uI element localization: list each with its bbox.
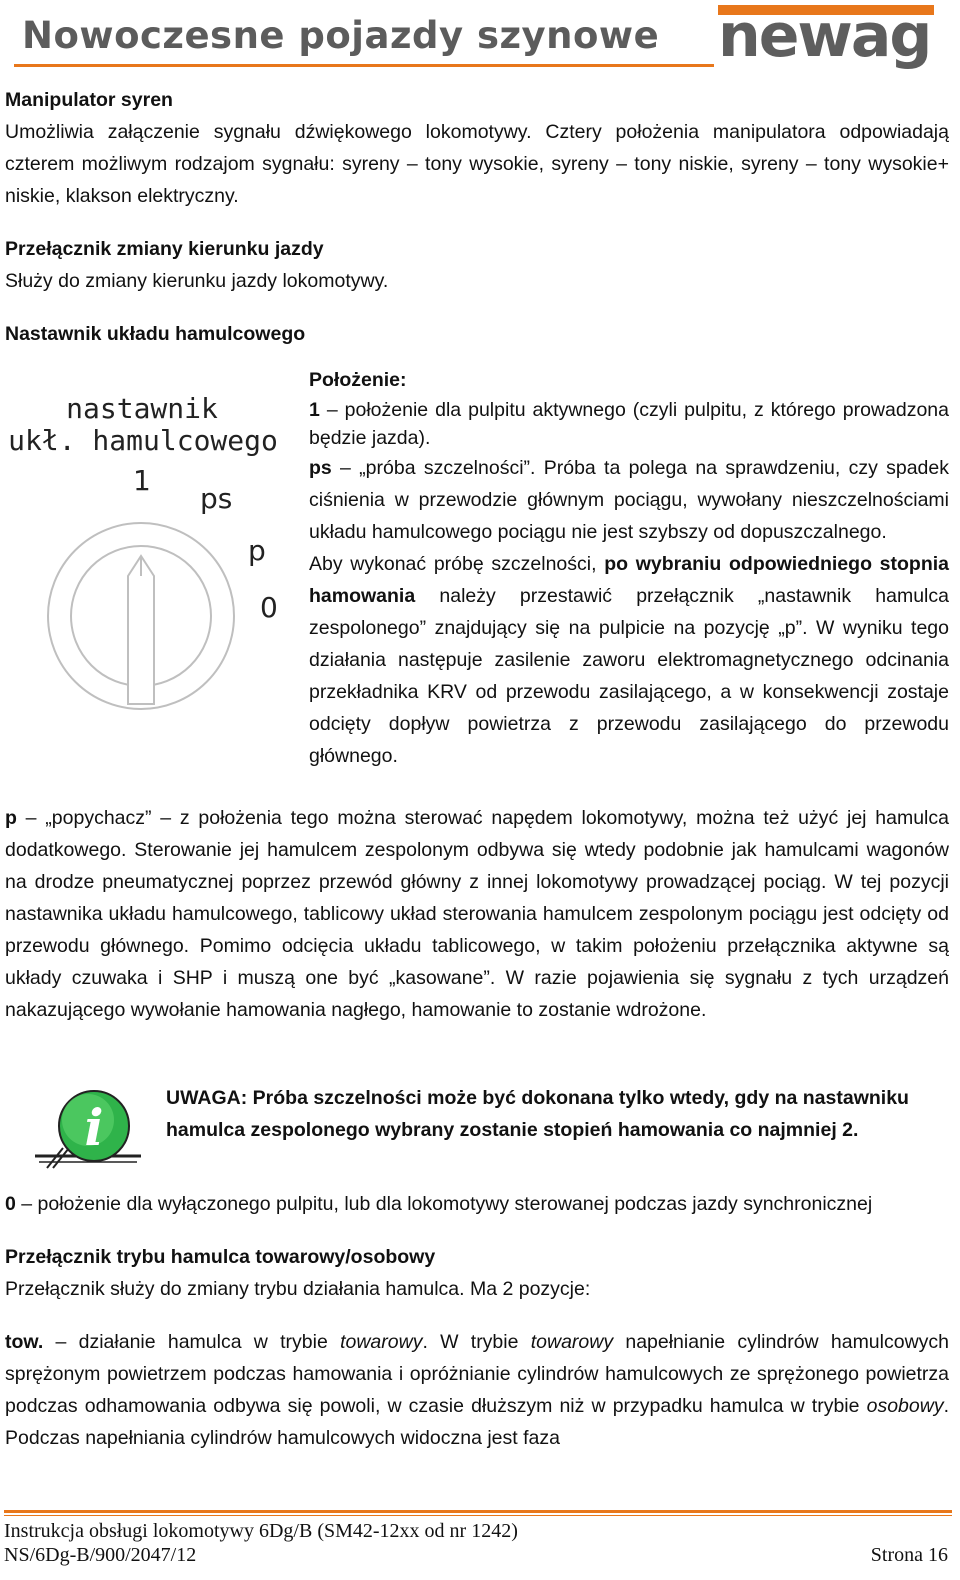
brake-heading: Nastawnik układu hamulcowego [5,323,306,345]
footer-page-number: Strona 16 [870,1544,948,1566]
position-0-text: – położenie dla wyłączonego pulpitu, lub dla lokomotywy sterowanej podczas jazdy synchronicznej [15,1193,873,1215]
dial-knob-handle [128,556,154,704]
diagram-title-line2: ukł. hamulcowego [8,424,278,457]
mode-tow-italic1: towarowy [340,1331,423,1353]
document-body [5,84,949,1454]
diagram-pos-ps: ps [200,482,233,515]
leak-test-text1: Aby wykonać próbę szczelności, [309,553,605,575]
position-1-key: 1 [309,399,320,421]
diagram-pos-p: p [248,534,266,567]
warning-note [5,1074,949,1188]
position-ps [309,452,949,548]
mode-tow-text3: napełnianie cylindrów hamulcowych sprężonym powietrzem podczas hamowania i opróżnianie cylindrów hamulcowych ze sprężonego powietrza podczas odhamowania odbywa się powoli, w czasie dłuższym niż w przypadku hamulca w trybie [5,1331,950,1417]
mode-heading: Przełącznik trybu hamulca towarowy/osobowy [5,1246,436,1268]
mode-tow-text1: – działanie hamulca w trybie [43,1331,341,1353]
position-1-text: – położenie dla pulpitu aktywnego (czyli pulpitu, z którego prowadzona będzie jazda). [309,399,949,449]
mode-tow-key: tow. [5,1331,44,1353]
mode-tow-text4: . Podczas napełniania cylindrów hamulcowych widoczna jest faza [5,1395,949,1449]
diagram-title-line1: nastawnik [66,392,218,425]
header-title: Nowoczesne pojazdy szynowe [22,14,660,57]
position-0-key: 0 [5,1193,16,1215]
mode-text: Przełącznik służy do zmiany trybu działania hamulca. Ma 2 pozycje: [5,1278,591,1300]
position-p-text: – „popychacz” – z położenia tego można sterować napędem lokomotywy, można też użyć jej hamulca dodatkowego. Sterowanie jej hamulcem zespolonym odbywa się wtedy podobnie jak hamulcami wagonów na drodze pneumatycznej poprzez przewód główny z innej lokomotywy prowadzącej pociąg. W tej pozycji nastawnika układu hamulcowego, tablicowy układ sterowania hamulcem zespolonym pociągu jest odcięty od przewodu głównego. Pomimo odcięcia układu tablicowego, w takim położeniu przełącznika aktywne są układy czuwaka i SHP i muszą one być „kasowane”. W razie pojawienia się sygnału z tych urządzeń nakazującego wywołanie hamowania nagłego, hamowanie to zostanie wdrożone. [5,807,949,1021]
positions-label: Położenie: [309,369,407,391]
footer-rule-thin [4,1515,952,1516]
page-header [0,0,960,72]
logo-text: newag [718,1,931,71]
leak-test-instructions [309,548,949,772]
position-0 [5,1188,949,1220]
siren-heading: Manipulator syren [5,89,173,111]
brake-positions [309,364,949,772]
footer-doc-number: NS/6Dg-B/900/2047/12 [4,1544,197,1566]
brake-controller-diagram [5,384,300,784]
brake-block [5,364,949,802]
position-1 [309,396,949,452]
page-footer [4,1519,948,1567]
direction-heading: Przełącznik zmiany kierunku jazdy [5,238,324,260]
leak-test-text2: należy przestawić przełącznik „nastawnik hamulca zespolonego” znajdujący się na pulpicie na pozycję „p”. W wyniku tego działania następuje zasilenie zaworu elektromagnetycznego odcinania przekładnika KRV od przewodu zasilającego, a w konsekwencji zostaje odcięty dopływ powietrza z przewodu zasilającego do przewodu głównego. [309,585,949,767]
footer-manual-title: Instrukcja obsługi lokomotywy 6Dg/B (SM42-12xx od nr 1242) [4,1520,518,1542]
newag-logo [718,1,934,71]
diagram-pos-0: 0 [260,591,278,624]
mode-tow-italic3: osobowy [866,1395,944,1417]
position-ps-key: ps [309,457,332,479]
svg-text:i: i [84,1098,104,1157]
siren-text: Umożliwia załączenie sygnału dźwiękowego lokomotywy. Cztery położenia manipulatora odpowiadają czterem możliwym rodzajom sygnału: syreny – tony wysokie, syreny – tony niskie, syreny – tony wysokie+ niskie, klakson elektryczny. [5,121,949,207]
mode-tow [5,1326,949,1454]
position-p-key: p [5,807,17,829]
warning-text: UWAGA: Próba szczelności może być dokonana tylko wtedy, gdy na nastawniku hamulca zespolonego wybrany zostanie stopień hamowania co najmniej 2. [166,1087,909,1141]
footer-rule [4,1510,952,1513]
mode-tow-italic2: towarowy [530,1331,614,1353]
direction-text: Służy do zmiany kierunku jazdy lokomotywy. [5,270,389,292]
position-ps-text: – „próba szczelności”. Próba ta polega na sprawdzeniu, czy spadek ciśnienia w przewodzie głównym pociągu, wywołany nieszczelnościami układu hamulcowego pociągu nie jest szybszy od dopuszczalnego. [309,457,949,543]
position-p [5,802,949,1026]
mode-tow-text2: . W trybie [422,1331,531,1353]
diagram-pos-1: 1 [133,464,151,497]
header-rule [14,64,714,67]
info-icon [33,1082,145,1172]
leak-test-bold: po wybraniu odpowiedniego stopnia hamowania [309,553,949,607]
